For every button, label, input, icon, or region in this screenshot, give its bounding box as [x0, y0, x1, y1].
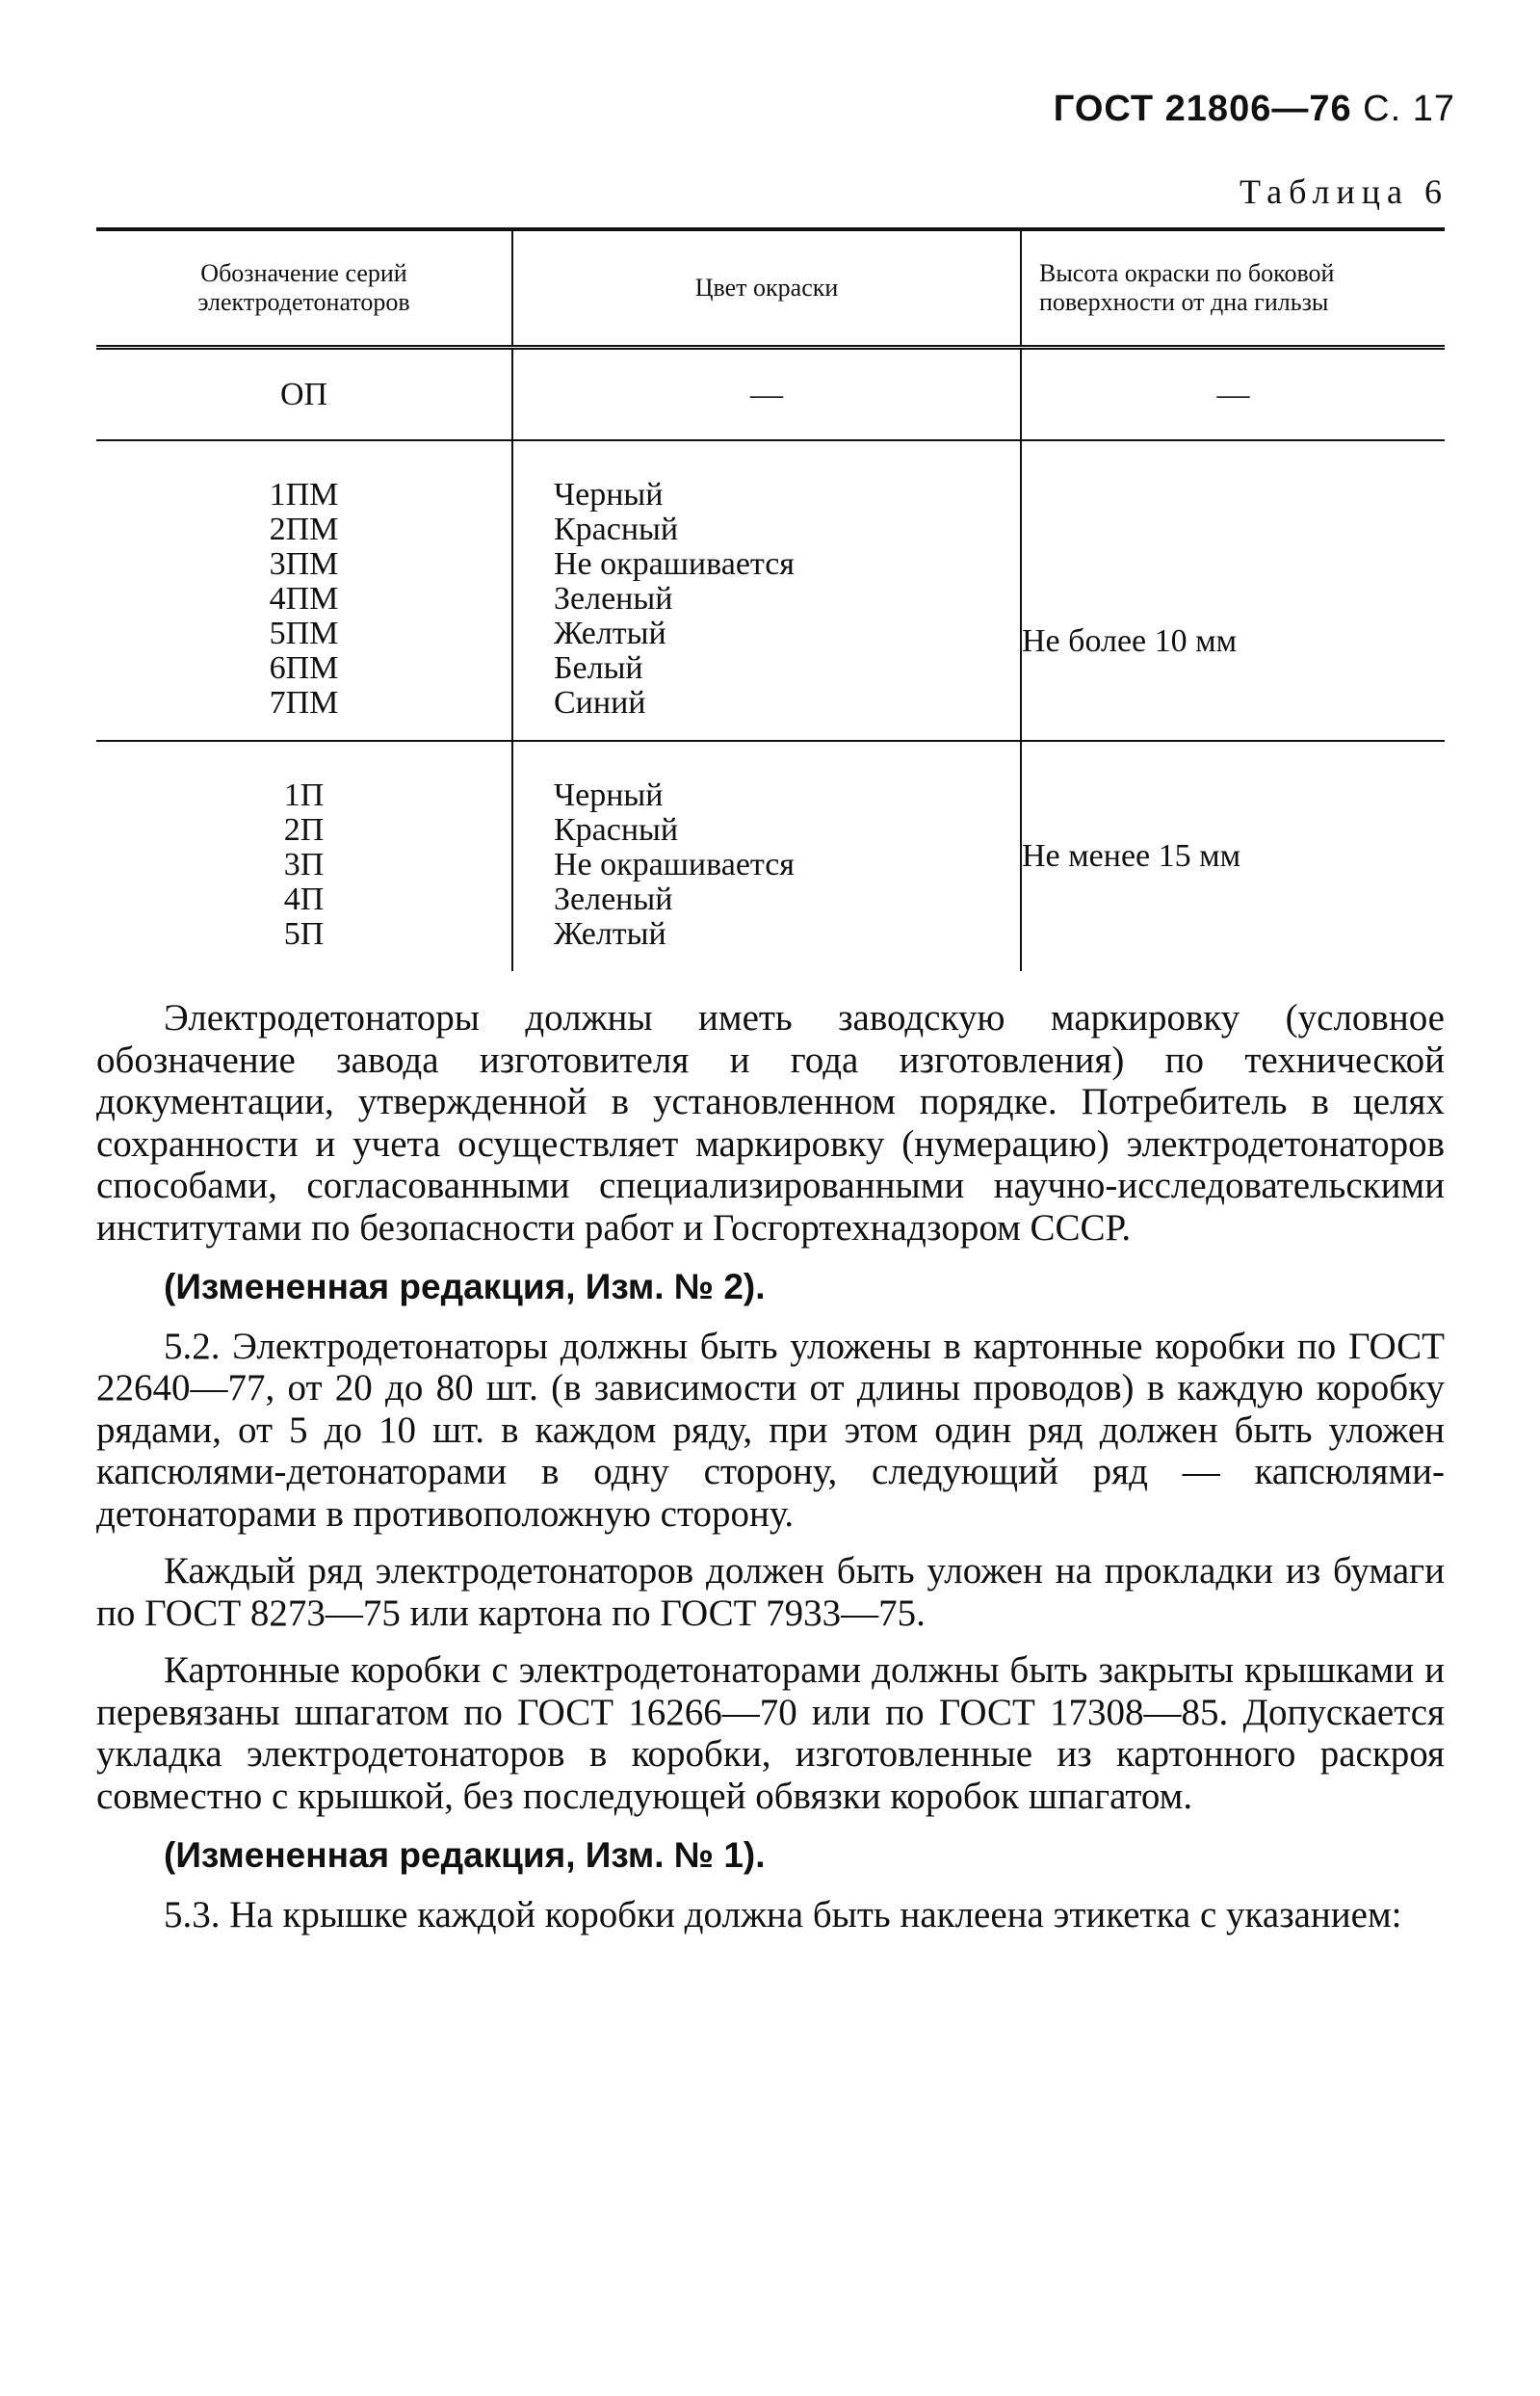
- table-caption: Таблица 6: [1240, 172, 1449, 211]
- series-value: 1П: [283, 777, 325, 813]
- color-value: Синий: [554, 685, 646, 721]
- column-header-series: Обозначение серий электродетонаторов: [96, 229, 512, 348]
- color-cell: [512, 440, 1021, 741]
- series-cell: ОП: [279, 376, 328, 412]
- page-header: [1054, 89, 1455, 130]
- color-cell: [512, 741, 1021, 971]
- series-value: 5П: [283, 916, 325, 952]
- paragraph-5-3: 5.3. На крышке каждой коробки должна быть наклеена этикетка с указанием:: [164, 1893, 1402, 1935]
- color-value: Зеленый: [554, 581, 673, 617]
- paragraph-marking: Электродетонаторы должны иметь заводскую маркировку (условное обозначение завода изготовителя и года изготовления) по технической документации, утвержденной в установленном порядке. Потребитель в целях сохранности и учета осуществляет маркировку (нумерацию) электродетонаторов способами, согласованными специализированными научно-исследовательскими институтами по безопасности работ и Госгортехнадзором СССР.: [96, 997, 1445, 1249]
- color-value: Красный: [554, 512, 679, 547]
- series-value: 4ПМ: [269, 581, 339, 617]
- amendment-note: (Измененная редакция, Изм. № 2).: [164, 1267, 766, 1306]
- series-value: 4П: [283, 882, 325, 917]
- table-header-row: [96, 229, 1445, 348]
- table-row: [96, 440, 1445, 741]
- series-value: 6ПМ: [269, 650, 339, 686]
- color-cell: —: [512, 348, 1021, 441]
- paragraph-5-2: 5.2. Электродетонаторы должны быть уложены в картонные коробки по ГОСТ 22640—77, от 20 до 80 шт. (в зависимости от длины проводов) в каждую коробку рядами, от 5 до 10 шт. в каждом ряду, при этом один ряд должен быть уложен капсюлями-детонаторами в одну сторону, следующий ряд — капсюлями-детонаторами в противоположную сторону.: [96, 1325, 1445, 1535]
- series-value: 3ПМ: [269, 546, 339, 582]
- series-value: 2П: [283, 812, 325, 848]
- height-cell: Не более 10 мм: [1021, 440, 1445, 741]
- color-value: Белый: [554, 650, 643, 686]
- series-value: 7ПМ: [269, 685, 339, 721]
- column-header-height: Высота окраски по боковой поверхности от дна гильзы: [1021, 229, 1445, 348]
- color-value: Красный: [554, 812, 679, 848]
- series-value: 5ПМ: [269, 616, 339, 651]
- color-value: Не окрашивается: [554, 546, 795, 582]
- table-row: [96, 348, 1445, 441]
- height-cell: —: [1021, 348, 1445, 441]
- color-value: Желтый: [554, 616, 666, 651]
- paragraph-boxes: Картонные коробки с электродетонаторами должны быть закрыты крышками и перевязаны шпагатом по ГОСТ 16266—70 или по ГОСТ 17308—85. Допускается укладка электродетонаторов в коробки, изготовленные из картонного раскроя совместно с крышкой, без последующей обвязки коробок шпагатом.: [96, 1649, 1445, 1817]
- series-value: 1ПМ: [269, 477, 339, 513]
- paragraph-rows: Каждый ряд электродетонаторов должен быть уложен на прокладки из бумаги по ГОСТ 8273—75 или картона по ГОСТ 7933—75.: [96, 1550, 1445, 1634]
- series-value: 2ПМ: [269, 512, 339, 547]
- color-value: Черный: [554, 477, 664, 513]
- color-value: Зеленый: [554, 882, 673, 917]
- series-cell: [96, 741, 512, 971]
- amendment-note: (Измененная редакция, Изм. № 1).: [164, 1835, 766, 1875]
- height-cell: Не менее 15 мм: [1021, 741, 1445, 971]
- series-value: 3П: [283, 847, 325, 882]
- color-value: Желтый: [554, 916, 666, 952]
- series-cell: [96, 440, 512, 741]
- coloring-table: [96, 227, 1445, 971]
- table-row: [96, 741, 1445, 971]
- color-value: Не окрашивается: [554, 847, 795, 882]
- standard-number: ГОСТ 21806—76: [1053, 89, 1352, 129]
- page-number: С. 17: [1363, 89, 1455, 129]
- color-value: Черный: [554, 777, 664, 813]
- column-header-color: Цвет окраски: [512, 229, 1021, 348]
- body-text: [96, 997, 1445, 1935]
